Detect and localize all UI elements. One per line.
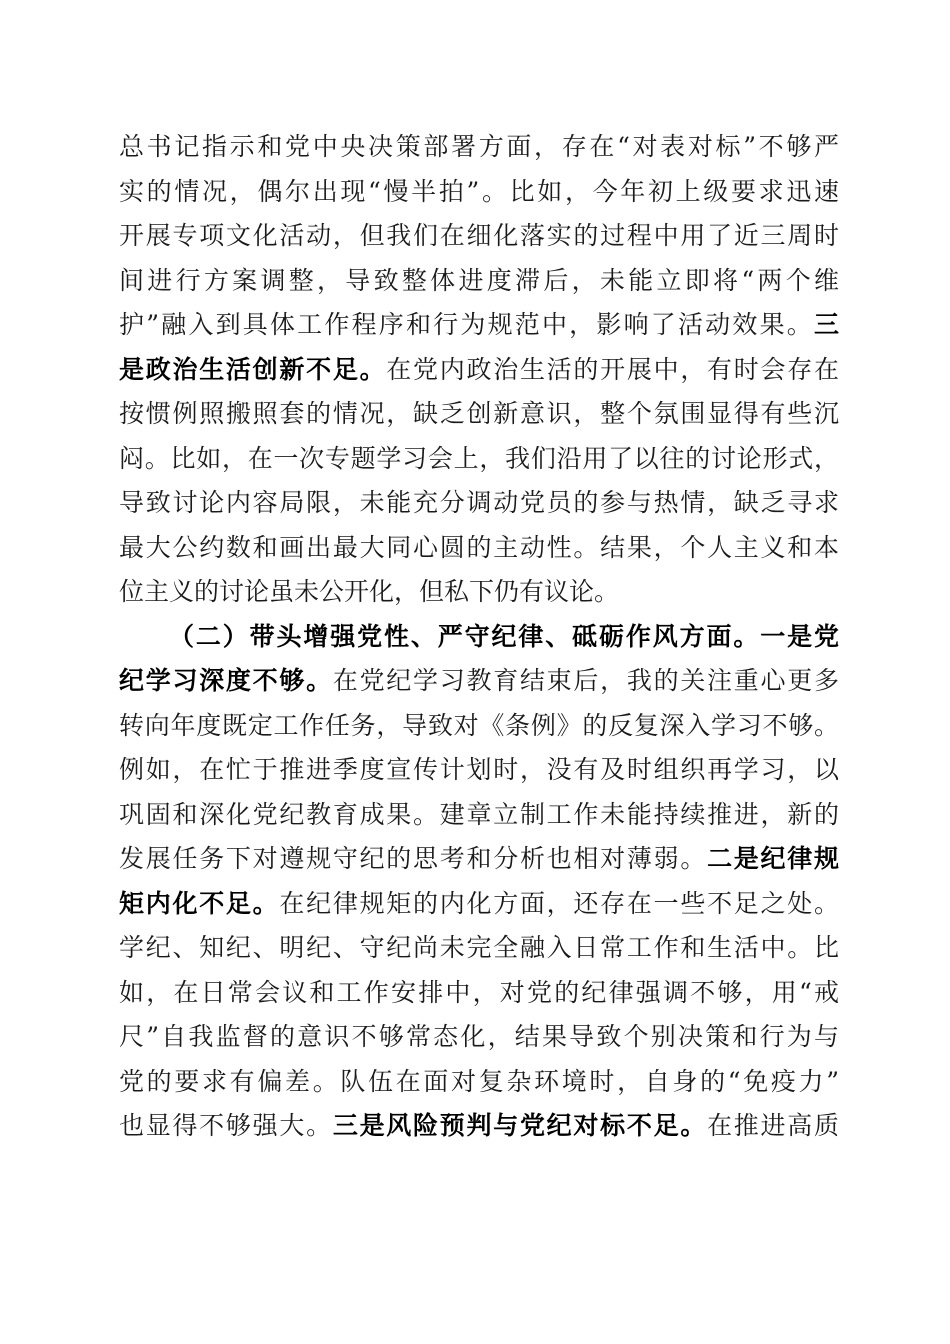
text-line: 例如，在忙于推进季度宣传计划时，没有及时组织再学习，以 (119, 755, 839, 784)
text-line: 实的情况，偶尔出现“慢半拍”。比如，今年初上级要求迅速 (119, 176, 839, 206)
section-heading-line (119, 615, 839, 660)
bold-heading-run: 二是纪律规 (707, 844, 839, 873)
text-line: 总书记指示和党中央决策部署方面，存在“对表对标”不够严 (119, 132, 839, 161)
text-line: 尺”自我监督的意识不够常态化，结果导致个别决策和行为与 (119, 1022, 839, 1051)
text-line (119, 837, 839, 882)
text-line: 按惯例照搬照套的情况，缺乏创新意识，整个氛围显得有些沉 (119, 399, 839, 428)
text-line (119, 882, 839, 927)
text-line: 间进行方案调整，导致整体进度滞后，未能立即将“两个维 (119, 265, 839, 295)
text-line (119, 303, 839, 348)
text-line: 最大公约数和画出最大同心圆的主动性。结果，个人主义和本 (119, 532, 839, 562)
bold-heading-run: 三 (813, 310, 839, 339)
text-run: 在党纪学习教育结束后，我的关注重心更多 (332, 666, 839, 695)
text-line: 转向年度既定工作任务，导致对《条例》的反复深入学习不够。 (119, 710, 839, 740)
text-line: 党的要求有偏差。队伍在面对复杂环境时，自身的“免疫力” (119, 1066, 839, 1096)
text-line: 位主义的讨论虽未公开化，但私下仍有议论。 (119, 577, 620, 606)
text-run: 发展任务下对遵规守纪的思考和分析也相对薄弱。 (119, 844, 708, 873)
bold-heading-run: 矩内化不足。 (119, 888, 280, 918)
text-run: 在推进高质 (707, 1111, 839, 1140)
bold-heading-run: 纪学习深度不够。 (119, 666, 333, 695)
text-line: 巩固和深化党纪教育成果。建章立制工作未能持续推进，新的 (119, 799, 839, 829)
section-heading: （二）带头增强党性、严守纪律、砥砺作风方面。一是党 (169, 621, 839, 651)
bold-heading-run: 三是风险预判与党纪对标不足。 (332, 1111, 708, 1140)
document-body (119, 125, 839, 1149)
bold-heading-run: 是政治生活创新不足。 (119, 354, 387, 384)
text-run: 在纪律规矩的内化方面，还存在一些不足之处。 (279, 888, 839, 918)
text-run: 护”融入到具体工作程序和行为规范中，影响了活动效果。 (119, 310, 814, 339)
paragraph-2 (119, 615, 839, 1149)
text-line: 导致讨论内容局限，未能充分调动党员的参与热情，缺乏寻求 (119, 488, 839, 517)
text-line: 闷。比如，在一次专题学习会上，我们沿用了以往的讨论形式， (119, 443, 839, 473)
text-line (119, 1104, 839, 1149)
text-line (119, 348, 839, 393)
text-line: 如，在日常会议和工作安排中，对党的纪律强调不够，用“戒 (119, 977, 839, 1007)
text-line: 开展专项文化活动，但我们在细化落实的过程中用了近三周时 (119, 221, 839, 250)
text-line: 学纪、知纪、明纪、守纪尚未完全融入日常工作和生活中。比 (119, 933, 839, 962)
text-run: 在党内政治生活的开展中，有时会存在 (386, 354, 839, 384)
text-run: 也显得不够强大。 (119, 1111, 333, 1140)
text-line (119, 659, 839, 704)
paragraph-1 (119, 125, 839, 615)
